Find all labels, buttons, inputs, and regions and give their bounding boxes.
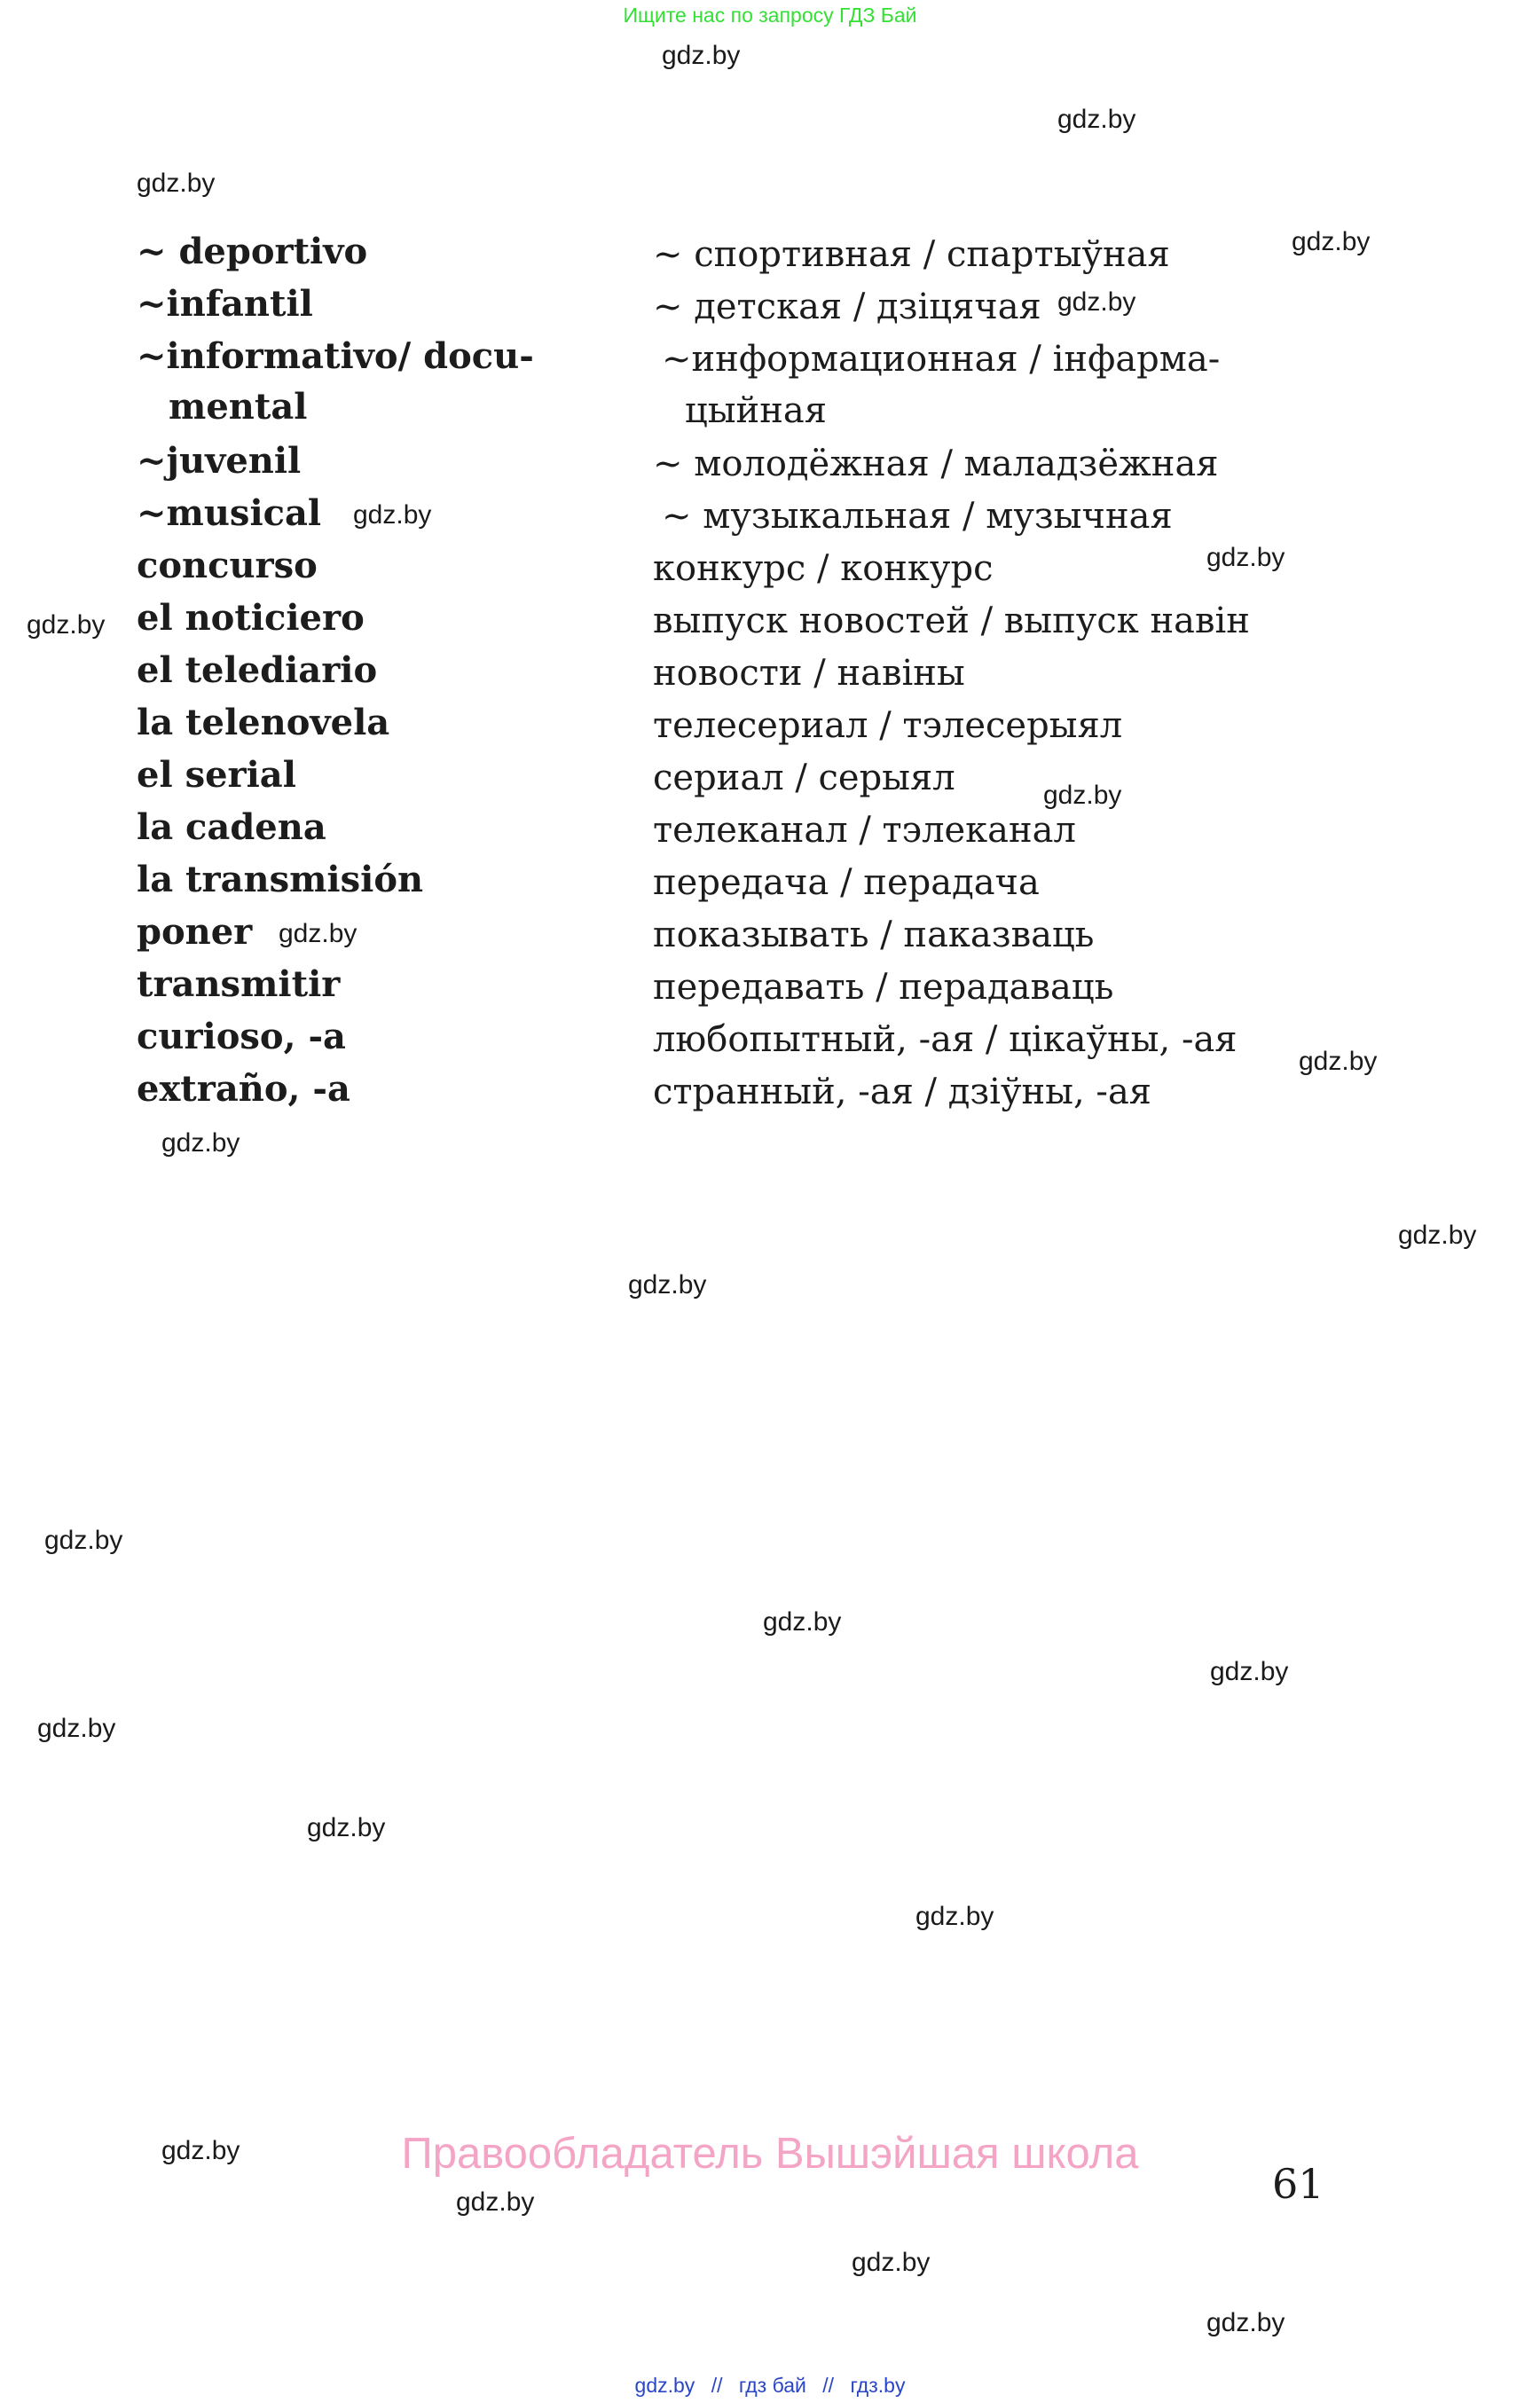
footer-separator: // — [711, 2374, 723, 2397]
footer-separator: // — [822, 2374, 835, 2397]
vocab-ru: новости / навіны — [653, 653, 965, 694]
footer-link[interactable]: гдз.by — [850, 2374, 906, 2397]
vocab-es: transmitir — [137, 963, 341, 1005]
footer-links — [0, 2374, 1540, 2398]
vocab-ru: телеканал / тэлеканал — [653, 810, 1076, 851]
vocab-es: curioso, -a — [137, 1016, 346, 1057]
vocab-ru: ~ спортивная / спартыўная — [653, 234, 1170, 275]
vocab-ru: странный, -ая / дзіўны, -ая — [653, 1072, 1152, 1112]
vocab-ru: выпуск новостей / выпуск навін — [653, 601, 1250, 641]
vocab-es: extraño, -a — [137, 1068, 350, 1110]
vocab-es: la transmisión — [137, 859, 424, 900]
watermark: gdz.by — [1292, 227, 1371, 256]
copyright-notice: Правообладатель Вышэйшая школа — [401, 2130, 1139, 2178]
vocab-es: mental — [169, 386, 308, 428]
watermark: gdz.by — [852, 2248, 931, 2277]
vocab-es: ~informativo/ docu- — [137, 335, 534, 377]
watermark: gdz.by — [37, 1714, 116, 1743]
footer-link[interactable]: гдз бай — [738, 2374, 806, 2397]
watermark: gdz.by — [27, 610, 106, 640]
vocab-es: concurso — [137, 545, 318, 586]
vocab-ru: цыйная — [685, 390, 827, 431]
watermark: gdz.by — [353, 500, 432, 530]
watermark: gdz.by — [161, 2136, 240, 2165]
vocab-es: ~ deportivo — [137, 231, 368, 272]
vocab-ru: любопытный, -ая / цікаўны, -ая — [653, 1019, 1238, 1060]
watermark: gdz.by — [915, 1902, 994, 1931]
vocab-es: la telenovela — [137, 702, 390, 743]
vocab-es: poner — [137, 911, 253, 953]
vocab-es: ~juvenil — [137, 440, 302, 482]
vocab-ru: показывать / паказваць — [653, 915, 1095, 955]
top-banner: Ищите нас по запросу ГДЗ Бай — [623, 4, 917, 27]
watermark: gdz.by — [763, 1607, 842, 1637]
watermark: gdz.by — [1210, 1657, 1289, 1686]
vocab-ru: ~ детская / дзіцячая — [653, 287, 1041, 327]
vocab-es: el serial — [137, 754, 296, 796]
vocab-es: el noticiero — [137, 597, 365, 639]
watermark: gdz.by — [456, 2187, 535, 2217]
vocab-ru: телесериал / тэлесерыял — [653, 705, 1123, 746]
watermark: gdz.by — [1206, 543, 1285, 572]
vocab-es: la cadena — [137, 806, 326, 848]
vocab-es: ~musical — [137, 492, 322, 534]
watermark: gdz.by — [1398, 1221, 1477, 1250]
footer-link[interactable]: gdz.by — [634, 2374, 695, 2397]
watermark: gdz.by — [1043, 781, 1122, 810]
watermark: gdz.by — [1299, 1047, 1378, 1076]
watermark: gdz.by — [1057, 287, 1136, 317]
vocab-ru: ~ музыкальная / музычная — [662, 496, 1173, 537]
vocab-ru: передача / перадача — [653, 862, 1040, 903]
vocab-ru: сериал / серыял — [653, 758, 955, 798]
watermark: gdz.by — [307, 1813, 386, 1842]
watermark: gdz.by — [137, 169, 216, 198]
vocab-ru: конкурс / конкурс — [653, 548, 994, 589]
watermark: gdz.by — [279, 919, 358, 948]
watermark: gdz.by — [628, 1270, 707, 1300]
vocab-ru: ~ молодёжная / маладзёжная — [653, 444, 1219, 484]
page-number: 61 — [1272, 2160, 1324, 2208]
vocab-ru: ~информационная / інфарма- — [662, 339, 1221, 380]
vocab-ru: передавать / перадаваць — [653, 967, 1114, 1008]
watermark: gdz.by — [1206, 2308, 1285, 2337]
vocab-es: el telediario — [137, 649, 378, 691]
watermark: gdz.by — [1057, 105, 1136, 134]
vocab-es: ~infantil — [137, 283, 313, 325]
watermark: gdz.by — [44, 1526, 123, 1555]
watermark: gdz.by — [662, 41, 741, 70]
watermark: gdz.by — [161, 1128, 240, 1158]
